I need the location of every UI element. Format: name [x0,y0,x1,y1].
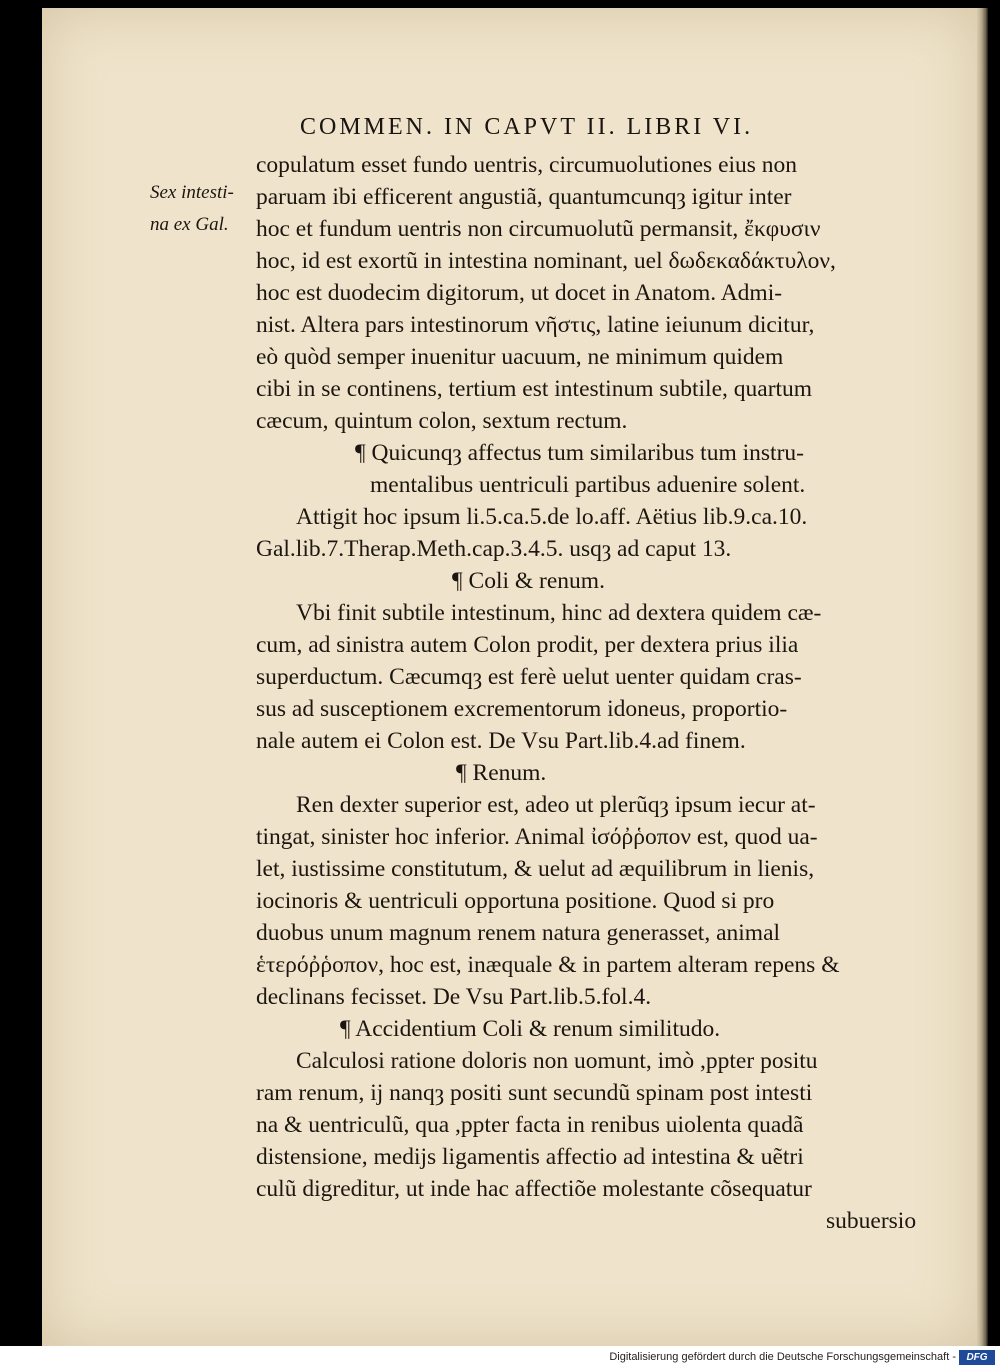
text-line: hoc, id est exortũ in intestina nominant, uel δωδεκαδάκτυλον, [256,248,836,274]
footer-bar [0,1346,1000,1370]
text-line: eò quòd semper inuenitur uacuum, ne minimum quidem [256,344,784,370]
text-line: subuersio [826,1208,917,1234]
text-line: Attigit hoc ipsum li.5.ca.5.de lo.aff. Aëtius lib.9.ca.10. [296,504,808,530]
text-line: ram renum, ij nanqȝ positi sunt secundũ spinam post intesti [256,1080,813,1106]
margin-note: na ex Gal. [150,214,229,235]
text-line: cibi in se continens, tertium est intestinum subtile, quartum [256,376,813,402]
text-line: nist. Altera pars intestinorum νῆστις, latine ieiunum dicitur, [256,312,815,338]
text-line: tingat, sinister hoc inferior. Animal ἰσόῤῥοπον est, quod ua- [256,824,818,850]
text-line: duobus unum magnum renem natura generasset, animal [256,920,781,946]
text-line: Gal.lib.7.Therap.Meth.cap.3.4.5. usqȝ ad caput 13. [256,536,732,562]
text-line: ἑτερόῤῥοπον, hoc est, inæquale & in partem alteram repens & [256,952,840,978]
text-line: superductum. Cæcumqȝ est ferè uelut uenter quidam cras- [256,664,802,690]
text-line: culũ digreditur, ut inde hac affectiõe molestante cõsequatur [256,1176,812,1202]
text-line: Vbi finit subtile intestinum, hinc ad dextera quidem cæ- [296,600,822,626]
text-line: nale autem ei Colon est. De Vsu Part.lib.4.ad finem. [256,728,746,754]
text-line: cum, ad sinistra autem Colon prodit, per dextera prius ilia [256,632,799,658]
text-line: copulatum esset fundo uentris, circumuolutiones eius non [256,152,798,178]
text-line: distensione, medijs ligamentis affectio ad intestina & uẽtri [256,1144,804,1170]
text-line: declinans fecisset. De Vsu Part.lib.5.fol.4. [256,984,652,1010]
text-line: ¶ Quicunqȝ affectus tum similaribus tum instru- [355,440,804,466]
running-header: COMMEN. IN CAPVT II. LIBRI VI. [300,114,754,140]
text-line: iocinoris & uentriculi opportuna positione. Quod si pro [256,888,775,914]
text-line: Calculosi ratione doloris non uomunt, imò ,ppter positu [296,1048,818,1074]
text-line: na & uentriculũ, qua ,ppter facta in renibus uiolenta quadã [256,1112,804,1138]
text-line: hoc est duodecim digitorum, ut docet in Anatom. Admi- [256,280,783,306]
text-line: let, iustissime constitutum, & uelut ad æquilibrum in lienis, [256,856,815,882]
text-line: Ren dexter superior est, adeo ut plerũqȝ ipsum iecur at- [296,792,816,818]
funding-credit: Digitalisierung gefördert durch die Deutsche Forschungsgemeinschaft - [609,1351,956,1363]
text-line: ¶ Accidentium Coli & renum similitudo. [340,1016,721,1042]
text-line: hoc et fundum uentris non circumuolutũ permansit, ἔκφυσιν [256,216,821,242]
text-line: ¶ Coli & renum. [452,568,605,594]
text-line: paruam ibi efficerent angustiã, quantumcunqȝ igitur inter [256,184,792,210]
text-line: mentalibus uentriculi partibus aduenire solent. [370,472,806,498]
margin-note: Sex intesti- [150,182,234,203]
dfg-logo: DFG [959,1350,995,1365]
text-line: sus ad susceptionem excrementorum idoneus, proportio- [256,696,788,722]
text-line: cæcum, quintum colon, sextum rectum. [256,408,628,434]
text-line: ¶ Renum. [456,760,547,786]
page-edge [977,8,988,1346]
